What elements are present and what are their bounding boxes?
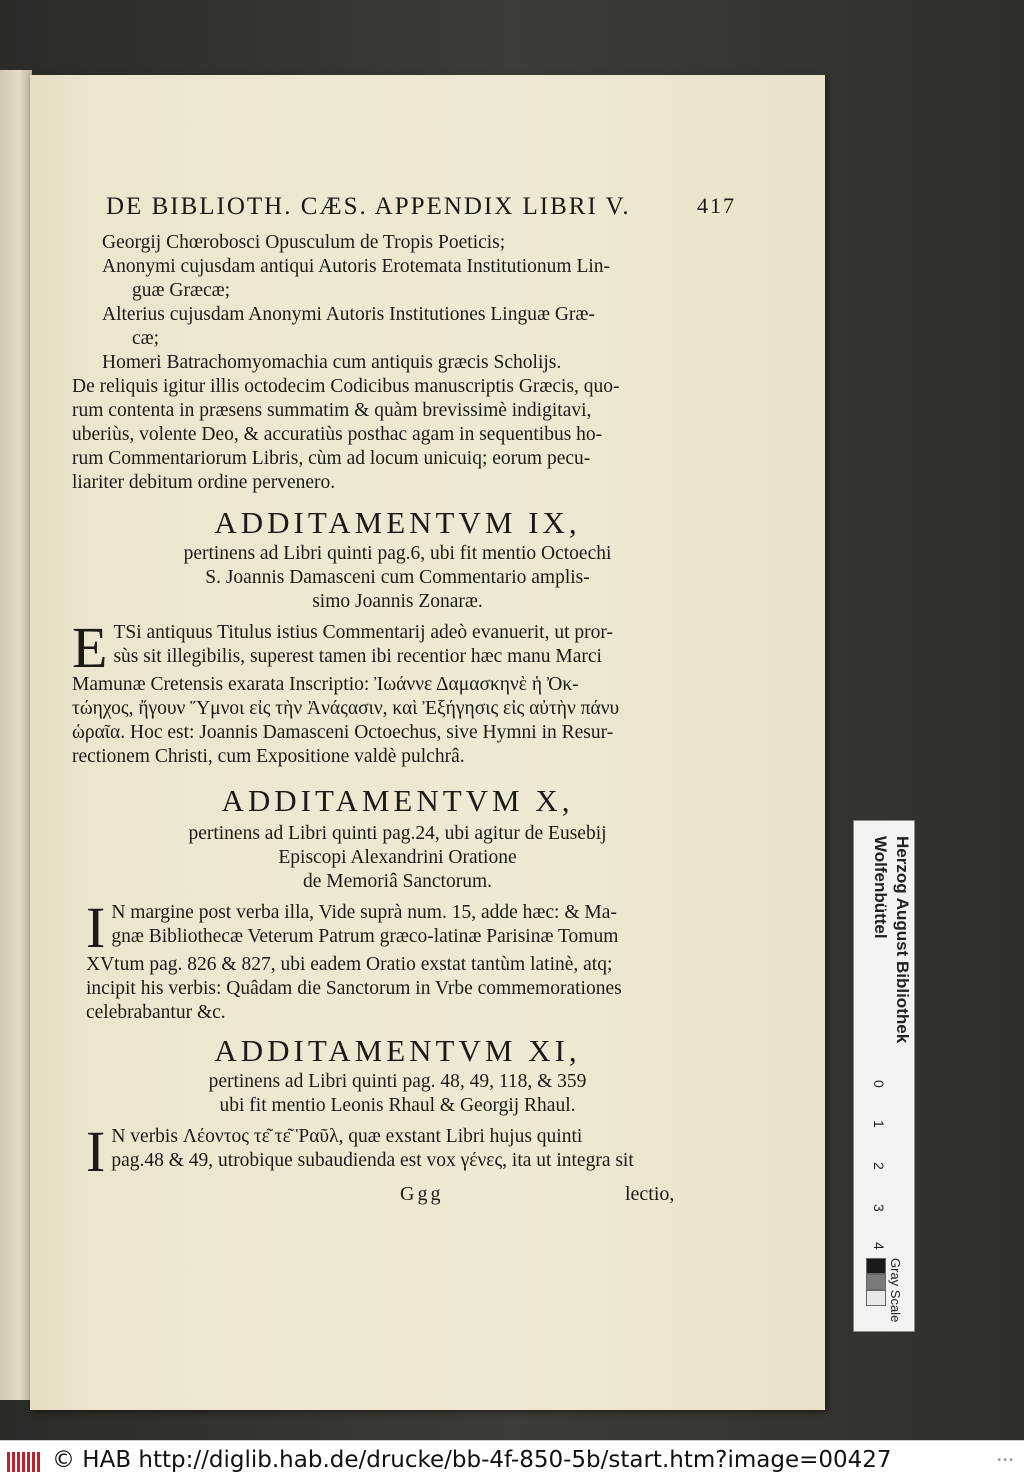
gray-swatch bbox=[866, 1274, 886, 1290]
list-block bbox=[102, 231, 682, 375]
page-number: 417 bbox=[697, 193, 736, 218]
footer-bar bbox=[0, 1440, 1024, 1483]
section-heading: ADDITAMENTVM IX, bbox=[214, 505, 581, 540]
section-body bbox=[86, 1119, 706, 1184]
section-body bbox=[72, 615, 692, 769]
paragraph-line: liariter debitum ordine pervenero. bbox=[72, 472, 336, 493]
section-subtitle: simo Joannis Zonaræ. bbox=[312, 591, 483, 612]
drop-cap: I bbox=[86, 1119, 106, 1184]
gray-scale-label: Gray Scale bbox=[888, 1258, 903, 1323]
ruler bbox=[863, 1080, 903, 1250]
section-subtitle: de Memoriâ Sanctorum. bbox=[303, 871, 492, 892]
catchword: lectio, bbox=[625, 1183, 675, 1205]
body-line: N margine post verba illa, Vide suprà num. 15, adde hæc: & Ma- bbox=[111, 902, 617, 923]
section-subtitle: pertinens ad Libri quinti pag. 48, 49, 118, & 359 bbox=[208, 1071, 587, 1092]
library-city: Wolfenbüttel bbox=[871, 836, 890, 939]
body-line: XVtum pag. 826 & 827, ubi eadem Oratio exstat tantùm latinè, atq; bbox=[86, 954, 613, 975]
section-subtitle: ubi fit mentio Leonis Rhaul & Georgij Rhaul. bbox=[219, 1095, 576, 1116]
list-line: guæ Græcæ; bbox=[132, 280, 231, 301]
paragraph-line: uberiùs, volente Deo, & accuratiùs posthac agam in sequentibus ho- bbox=[72, 424, 603, 445]
list-line: Georgij Chœrobosci Opusculum de Tropis Poeticis; bbox=[102, 232, 506, 253]
section-body bbox=[86, 895, 706, 1025]
gray-swatch bbox=[866, 1290, 886, 1306]
list-line: Alterius cujusdam Anonymi Autoris Institutiones Linguæ Græ- bbox=[102, 304, 595, 325]
section-subtitle: pertinens ad Libri quinti pag.24, ubi agitur de Eusebij bbox=[188, 823, 607, 844]
body-line: rectionem Christi, cum Expositione valdè pulchrâ. bbox=[72, 746, 465, 767]
list-line: Homeri Batrachomyomachia cum antiquis græcis Scholijs. bbox=[102, 352, 562, 373]
signature-mark: Ggg bbox=[400, 1183, 444, 1205]
section-subtitle: Episcopi Alexandrini Oratione bbox=[278, 847, 517, 868]
ruler-tick: 0 bbox=[871, 1080, 887, 1088]
list-line: cæ; bbox=[132, 328, 160, 349]
drop-cap: I bbox=[86, 895, 106, 960]
section-heading: ADDITAMENTVM XI, bbox=[214, 1033, 581, 1068]
ruler-tick: 2 bbox=[871, 1162, 887, 1170]
ruler-tick: 1 bbox=[871, 1120, 887, 1128]
body-line: N verbis Λέοντος τε͂ τε͂ Ῥαῦλ, quæ exstant Libri hujus quinti bbox=[111, 1126, 583, 1147]
body-line: TSi antiquus Titulus istius Commentarij adeò evanuerit, ut pror- bbox=[113, 622, 613, 643]
section-subtitle: S. Joannis Damasceni cum Commentario amplis- bbox=[205, 567, 590, 588]
book-page bbox=[30, 75, 825, 1410]
list-line: Anonymi cujusdam antiqui Autoris Erotemata Institutionum Lin- bbox=[102, 256, 611, 277]
footer-copyright-link[interactable]: © HAB http://diglib.hab.de/drucke/bb-4f-850-5b/start.htm?image=00427 bbox=[52, 1447, 892, 1473]
body-line: ὡραῖα. Hoc est: Joannis Damasceni Octoechus, sive Hymni in Resur- bbox=[72, 722, 614, 743]
gray-swatch bbox=[866, 1258, 886, 1274]
footer-dots: ••• bbox=[996, 1455, 1014, 1466]
body-line: pag.48 & 49, utrobique subaudienda est vox γένες, ita ut integra sit bbox=[111, 1150, 634, 1171]
section-subtitle: pertinens ad Libri quinti pag.6, ubi fit mentio Octoechi bbox=[183, 543, 612, 564]
drop-cap: E bbox=[72, 615, 108, 680]
body-line: celebrabantur &c. bbox=[86, 1002, 226, 1023]
body-line: sùs sit illegibilis, superest tamen ibi recentior hæc manu Marci bbox=[113, 646, 602, 667]
library-name: Herzog August Bibliothek bbox=[893, 836, 912, 1044]
ruler-tick: 3 bbox=[871, 1204, 887, 1212]
ruler-tick: 4 bbox=[871, 1242, 887, 1250]
hab-logo-icon bbox=[6, 1449, 42, 1475]
paragraph-line: De reliquis igitur illis octodecim Codicibus manuscriptis Græcis, quo- bbox=[72, 376, 620, 397]
left-page-edge bbox=[0, 70, 32, 1400]
gray-swatches bbox=[866, 1258, 886, 1323]
paragraph bbox=[72, 375, 692, 495]
body-line: Mamunæ Cretensis exarata Inscriptio: Ἰωάννε Δαμασκηνὲ ἡ Ὀκ- bbox=[72, 674, 579, 695]
paragraph-line: rum Commentariorum Libris, cùm ad locum unicuiq; eorum pecu- bbox=[72, 448, 591, 469]
body-line: gnæ Bibliothecæ Veterum Patrum græco-latinæ Parisinæ Tomum bbox=[111, 926, 619, 947]
running-head bbox=[106, 193, 736, 221]
paragraph-line: rum contenta in præsens summatim & quàm brevissimè indigitavi, bbox=[72, 400, 592, 421]
body-line: incipit his verbis: Quâdam die Sanctorum in Vrbe commemorationes bbox=[86, 978, 622, 999]
running-head-text: DE BIBLIOTH. CÆS. APPENDIX LIBRI V. bbox=[106, 193, 631, 220]
body-line: τώηχος, ἤγουν Ὕμνοι εἰς τὴν Ἀνάςασιν, καὶ Ἐξήγησις εἰς αὐτὴν πάνυ bbox=[72, 698, 620, 719]
section-heading: ADDITAMENTVM X, bbox=[221, 783, 574, 818]
